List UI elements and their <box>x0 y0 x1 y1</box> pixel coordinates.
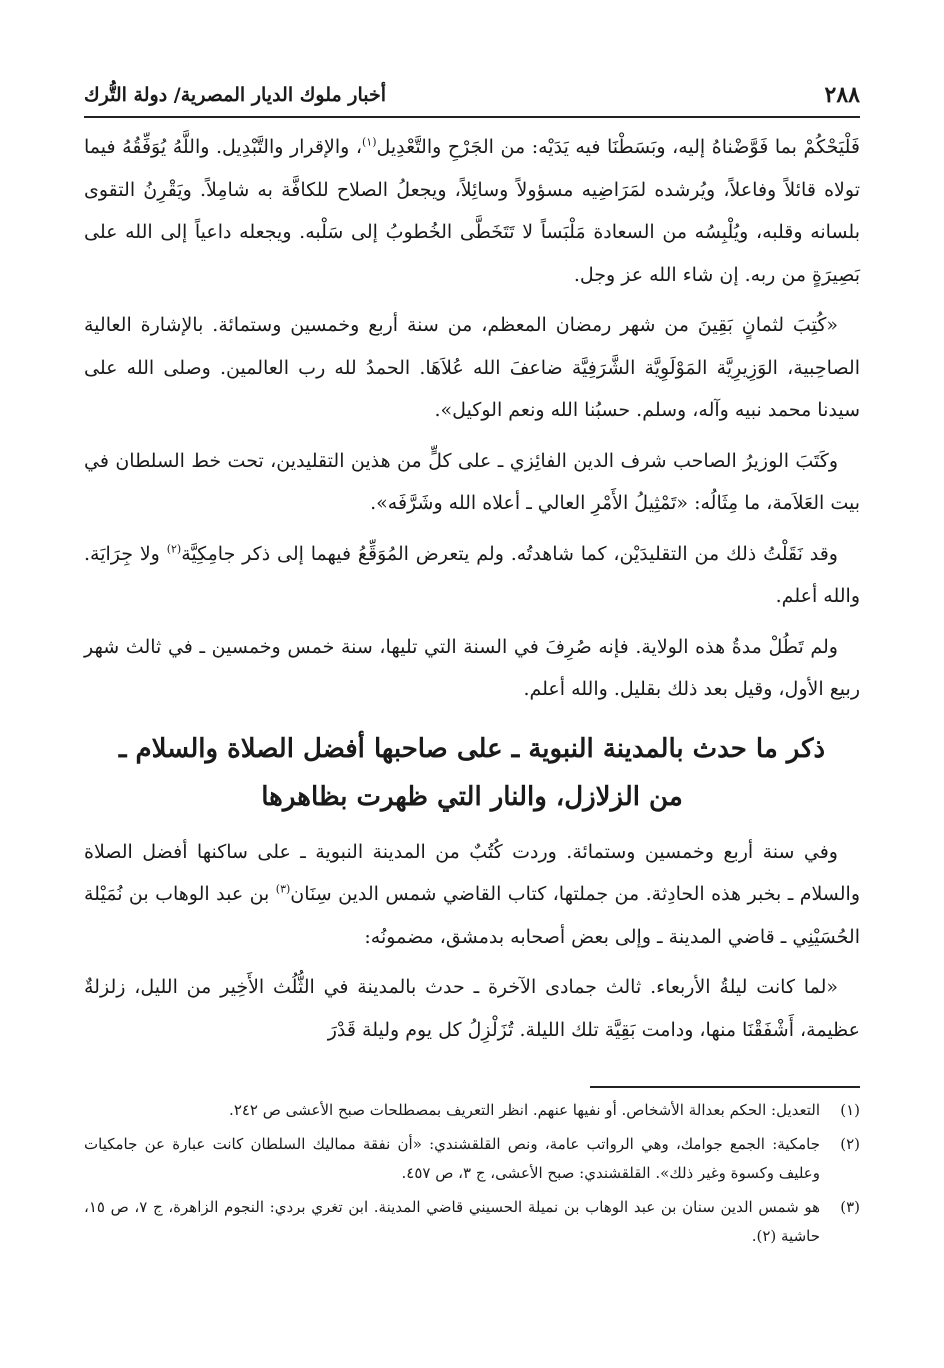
running-header <box>84 78 860 112</box>
paragraph: وكَتَبَ الوزيرُ الصاحب شرف الدين الفائِزي ـ على كلٍّ من هذين التقليدين، تحت خط السلطان في بيت العَلاَمة، ما مِثَالُه: «تَمْثِيلُ الأَمْرِ العالي ـ أعلاه الله وشَرَّفَه». <box>84 449 860 514</box>
section-heading-line: من الزلازل، والنار التي ظهرت بظاهرها <box>261 781 683 812</box>
footnote <box>84 1193 860 1251</box>
footnote <box>84 1096 860 1125</box>
section-heading <box>84 725 860 821</box>
footnote-text: التعديل: الحكم بعدالة الأشخاص. أو نفيها عنهم. انظر التعريف بمصطلحات صبح الأعشى ص ٢٤٢. <box>229 1101 820 1119</box>
footnote-ref: (٢) <box>166 542 182 556</box>
footnotes <box>84 1096 860 1256</box>
paragraph-text: فَلْيَحْكُمْ بما فَوَّضْناهُ إليه، وبَسَطْنَا فيه يَدَيْه: من الجَرْحِ والتَّعْدِيل <box>376 136 860 158</box>
footnote-marker: (٢) <box>840 1135 860 1153</box>
footnote-ref: (٣) <box>275 882 291 896</box>
footnote-text: جامكية: الجمع جوامك، وهي الرواتب عامة، ونص القلقشندي: «أن نفقة مماليك السلطان كانت عبارة عن جامكيات وعليف وكسوة وغير ذلك». القلقشندي: صبح الأعشى، ج ٣، ص ٤٥٧. <box>84 1135 820 1182</box>
footnote <box>84 1130 860 1188</box>
paragraph-text: وفي سنة أربع وخمسين وستمائة. وردت كُتُبٌ من المدينة النبوية ـ على ساكنها أفضل الصلاة والسلام ـ بخبر هذه الحادِثة. من جملتها، كتاب القاضي شمس الدين سِنَان <box>84 840 861 905</box>
footnote-marker: (١) <box>840 1101 860 1119</box>
footnote-rule <box>590 1086 860 1088</box>
footnote-text: هو شمس الدين سنان بن عبد الوهاب بن نميلة الحسيني قاضي المدينة. ابن تغري بردي: النجوم الزاهرة، ج ٧، ص ١٥، حاشية (٢). <box>84 1198 821 1245</box>
paragraph: «لما كانت ليلةُ الأربعاء. ثالث جمادى الآخرة ـ حدث بالمدينة في الثُّلُث الأَخِير من الليل، زلزلةٌ عظيمة، أَشْفَقْنَا منها، ودامت بَقِيَّة تلك الليلة. تُزَلْزِلُ كل يوم وليلة قَدْرَ <box>84 976 860 1041</box>
paragraph: «كُتِبَ لثمانٍ بَقِينَ من شهر رمضان المعظم، من سنة أربع وخمسين وستمائة. بالإشارة العالية الصاحِبية، الوَزِيرِيَّة المَوْلَوِيَّة الشَّرَفِيَّة ضاعفَ الله عُلاَهَا. الحمدُ لله رب العالمين. وصلى الله على سيدنا محمد نبيه وآله، وسلم. حسبُنا الله ونعم الوكيل». <box>84 314 860 421</box>
section-heading-line: ذكر ما حدث بالمدينة النبوية ـ على صاحبها أفضل الصلاة والسلام ـ <box>118 733 826 764</box>
page-number: ٢٨٨ <box>824 82 860 108</box>
running-title: أخبار ملوك الديار المصرية/ دولة التُّرك <box>84 84 387 106</box>
header-rule <box>84 116 860 118</box>
footnote-ref: (١) <box>361 135 377 149</box>
paragraph-text: بن عبد الوهاب بن نُمَيْلة الحُسَيْنِي ـ قاضي المدينة ـ وإلى بعض أصحابه بدمشق، مضمونُه: <box>84 883 860 948</box>
paragraph: ولم تَطُلْ مدةُ هذه الولاية. فإنه صُرِفَ في السنة التي تليها، سنة خمس وخمسين ـ في ثالث شهر ربيع الأول، وقيل بعد ذلك بقليل. والله أعلم. <box>84 635 860 700</box>
main-text <box>84 126 860 1059</box>
paragraph <box>84 126 860 296</box>
paragraph <box>84 533 860 618</box>
paragraph-text: وقد نَقَلْتُ ذلك من التقليدَيْن، كما شاهدتُه. ولم يتعرض المُوَقِّعُ فيهما إلى ذكر جامِكِيَّة <box>181 542 838 565</box>
paragraph <box>84 831 860 959</box>
paragraph-text: ، والإقرار والتَّبْدِيل. واللَّهُ يُوَفِّقُهُ فيما تولاه قائلاً وفاعلاً، ويُرشده لمَرَاضِيه مسؤولاً وسائِلاً، ويجعلُ الصلاح للكافَّة به شامِلاً. ويَقْرِنُ التقوى بلسانه وقلبه، ويُلْبِسُه من السعادة مَلْبَساً لا تَتَخَطَّى الخُطوبُ إلى سَلْبه. ويجعله داعياً إلى الله على بَصِيرَةٍ من ربه. إن شاء الله عز وجل. <box>84 136 860 286</box>
footnote-marker: (٣) <box>840 1198 860 1216</box>
paragraph-text: ولا جِرَايَة. والله أعلم. <box>84 542 860 607</box>
